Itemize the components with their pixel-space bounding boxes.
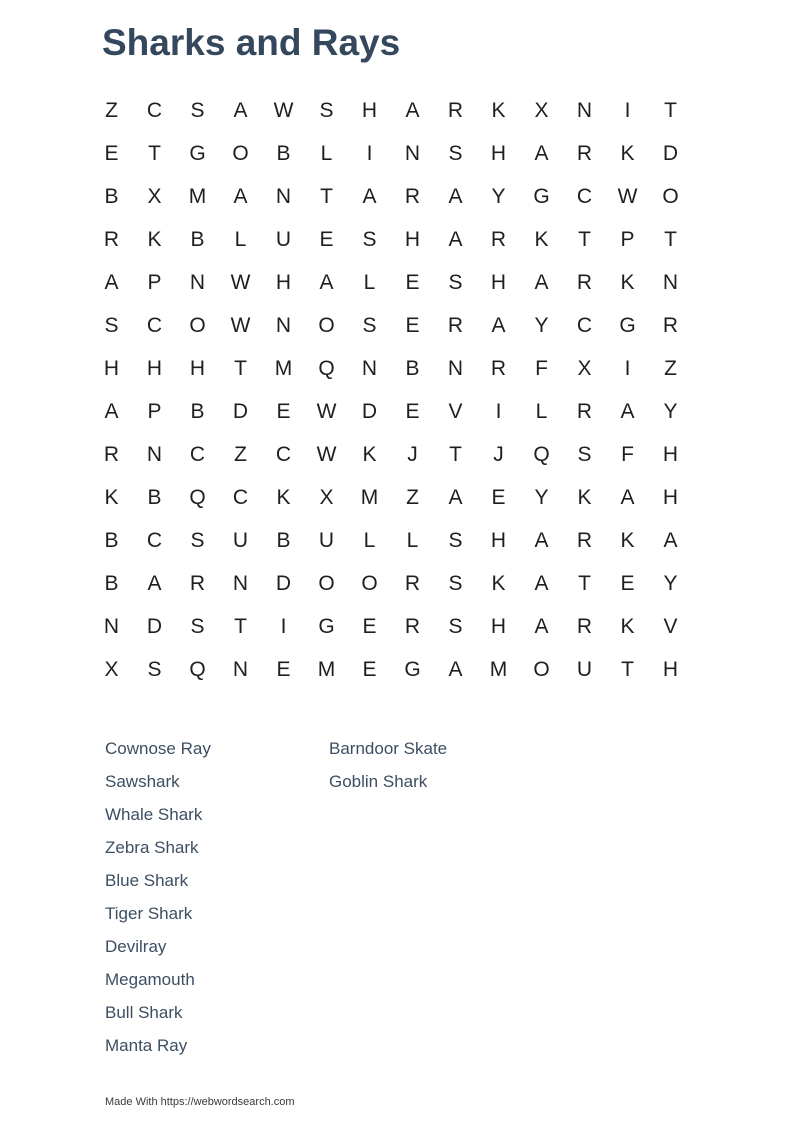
grid-letter: O <box>533 658 550 681</box>
grid-letter: R <box>576 529 593 552</box>
grid-letter: E <box>104 142 119 165</box>
grid-letter: A <box>534 572 549 595</box>
grid-letter: G <box>189 142 206 165</box>
grid-letter: C <box>189 443 206 466</box>
letter-grid <box>90 89 692 691</box>
grid-letter: Y <box>491 185 506 208</box>
grid-letter: D <box>361 400 378 423</box>
grid-letter: R <box>662 314 679 337</box>
grid-letter: N <box>103 615 120 638</box>
grid-row <box>90 519 692 562</box>
grid-letter: O <box>318 572 335 595</box>
grid-letter: Y <box>663 400 678 423</box>
grid-letter: M <box>360 486 379 509</box>
grid-letter: S <box>147 658 162 681</box>
grid-letter: N <box>275 314 292 337</box>
grid-letter: H <box>404 228 421 251</box>
word-list-column-2 <box>329 736 549 802</box>
grid-row <box>90 347 692 390</box>
grid-letter: A <box>362 185 377 208</box>
grid-letter: A <box>448 658 463 681</box>
grid-letter: H <box>662 658 679 681</box>
grid-letter: H <box>361 99 378 122</box>
grid-letter: A <box>405 99 420 122</box>
grid-letter: A <box>534 615 549 638</box>
grid-letter: X <box>104 658 119 681</box>
grid-letter: B <box>104 529 119 552</box>
grid-letter: R <box>447 99 464 122</box>
grid-letter: Z <box>234 443 247 466</box>
grid-letter: S <box>190 99 205 122</box>
grid-letter: P <box>147 271 162 294</box>
grid-letter: O <box>662 185 679 208</box>
grid-letter: E <box>405 271 420 294</box>
grid-letter: D <box>146 615 163 638</box>
grid-letter: R <box>576 615 593 638</box>
grid-letter: X <box>577 357 592 380</box>
grid-letter: H <box>490 615 507 638</box>
grid-letter: S <box>448 529 463 552</box>
grid-letter: N <box>361 357 378 380</box>
grid-letter: A <box>663 529 678 552</box>
grid-letter: B <box>276 142 291 165</box>
word-list-item: Sawshark <box>105 772 180 791</box>
grid-letter: G <box>318 615 335 638</box>
grid-letter: A <box>491 314 506 337</box>
grid-letter: K <box>534 228 549 251</box>
grid-letter: Q <box>189 486 206 509</box>
grid-letter: T <box>664 99 677 122</box>
grid-letter: K <box>577 486 592 509</box>
grid-letter: Z <box>664 357 677 380</box>
grid-row <box>90 304 692 347</box>
word-list-item: Megamouth <box>105 970 195 989</box>
grid-row <box>90 648 692 691</box>
grid-letter: C <box>146 99 163 122</box>
grid-letter: Q <box>318 357 335 380</box>
grid-letter: T <box>320 185 333 208</box>
grid-letter: R <box>189 572 206 595</box>
grid-letter: E <box>405 400 420 423</box>
grid-letter: D <box>662 142 679 165</box>
grid-letter: E <box>362 615 377 638</box>
grid-letter: U <box>275 228 292 251</box>
grid-letter: L <box>363 529 376 552</box>
grid-letter: R <box>576 271 593 294</box>
grid-letter: J <box>493 443 504 466</box>
grid-letter: N <box>447 357 464 380</box>
grid-letter: K <box>620 529 635 552</box>
grid-letter: B <box>147 486 162 509</box>
grid-letter: I <box>495 400 502 423</box>
grid-letter: L <box>406 529 419 552</box>
grid-letter: S <box>190 615 205 638</box>
grid-letter: O <box>232 142 249 165</box>
grid-letter: M <box>188 185 207 208</box>
grid-row <box>90 433 692 476</box>
grid-letter: E <box>276 400 291 423</box>
grid-letter: S <box>190 529 205 552</box>
grid-letter: W <box>316 400 337 423</box>
grid-row <box>90 218 692 261</box>
grid-letter: H <box>275 271 292 294</box>
grid-letter: S <box>577 443 592 466</box>
word-list-item: Goblin Shark <box>329 772 428 791</box>
grid-letter: D <box>232 400 249 423</box>
grid-letter: J <box>407 443 418 466</box>
grid-letter: N <box>189 271 206 294</box>
word-list-item: Cownose Ray <box>105 739 211 758</box>
grid-letter: T <box>664 228 677 251</box>
grid-letter: K <box>147 228 162 251</box>
grid-letter: Y <box>663 572 678 595</box>
grid-letter: H <box>490 142 507 165</box>
grid-letter: E <box>319 228 334 251</box>
grid-letter: A <box>620 400 635 423</box>
grid-letter: P <box>147 400 162 423</box>
grid-letter: R <box>103 443 120 466</box>
grid-letter: I <box>624 357 631 380</box>
grid-letter: T <box>621 658 634 681</box>
word-list-item: Tiger Shark <box>105 904 193 923</box>
grid-letter: G <box>533 185 550 208</box>
grid-letter: T <box>234 615 247 638</box>
grid-letter: A <box>620 486 635 509</box>
word-list-item: Barndoor Skate <box>329 739 448 758</box>
grid-letter: A <box>319 271 334 294</box>
word-list-item: Manta Ray <box>105 1036 188 1055</box>
grid-letter: L <box>363 271 376 294</box>
grid-letter: X <box>319 486 334 509</box>
grid-letter: O <box>361 572 378 595</box>
grid-letter: T <box>148 142 161 165</box>
grid-letter: N <box>146 443 163 466</box>
grid-letter: R <box>404 615 421 638</box>
grid-letter: R <box>447 314 464 337</box>
grid-letter: H <box>189 357 206 380</box>
grid-letter: C <box>232 486 249 509</box>
grid-row <box>90 132 692 175</box>
grid-letter: S <box>448 142 463 165</box>
grid-letter: H <box>490 529 507 552</box>
grid-letter: H <box>662 486 679 509</box>
grid-letter: L <box>234 228 247 251</box>
grid-letter: S <box>448 615 463 638</box>
grid-letter: F <box>535 357 548 380</box>
grid-letter: A <box>448 486 463 509</box>
grid-letter: B <box>405 357 420 380</box>
grid-letter: X <box>534 99 549 122</box>
grid-letter: B <box>104 572 119 595</box>
footer-credit: Made With https://webwordsearch.com <box>105 1096 295 1108</box>
grid-letter: E <box>276 658 291 681</box>
grid-letter: U <box>232 529 249 552</box>
grid-letter: Z <box>105 99 118 122</box>
grid-letter: N <box>404 142 421 165</box>
grid-letter: T <box>578 228 591 251</box>
grid-letter: P <box>620 228 635 251</box>
grid-letter: K <box>620 142 635 165</box>
grid-letter: W <box>316 443 337 466</box>
grid-letter: R <box>490 228 507 251</box>
grid-letter: W <box>230 314 251 337</box>
grid-letter: S <box>448 572 463 595</box>
grid-letter: U <box>576 658 593 681</box>
grid-letter: A <box>147 572 162 595</box>
grid-letter: S <box>448 271 463 294</box>
grid-letter: R <box>576 142 593 165</box>
grid-letter: M <box>274 357 293 380</box>
grid-letter: C <box>576 314 593 337</box>
grid-letter: X <box>147 185 162 208</box>
grid-letter: I <box>366 142 373 165</box>
grid-letter: W <box>230 271 251 294</box>
word-list <box>105 736 605 1066</box>
grid-letter: N <box>662 271 679 294</box>
grid-row <box>90 476 692 519</box>
grid-letter: C <box>576 185 593 208</box>
grid-letter: G <box>404 658 421 681</box>
grid-letter: C <box>275 443 292 466</box>
grid-letter: A <box>534 142 549 165</box>
grid-letter: B <box>190 400 205 423</box>
grid-letter: O <box>318 314 335 337</box>
grid-letter: M <box>489 658 508 681</box>
grid-letter: N <box>576 99 593 122</box>
grid-letter: V <box>448 400 463 423</box>
grid-letter: R <box>404 185 421 208</box>
grid-letter: N <box>232 572 249 595</box>
grid-letter: Q <box>189 658 206 681</box>
grid-letter: R <box>576 400 593 423</box>
grid-letter: R <box>490 357 507 380</box>
grid-letter: K <box>620 271 635 294</box>
grid-letter: H <box>146 357 163 380</box>
grid-letter: K <box>620 615 635 638</box>
grid-letter: K <box>491 99 506 122</box>
word-list-item: Whale Shark <box>105 805 203 824</box>
grid-letter: A <box>104 400 119 423</box>
grid-letter: U <box>318 529 335 552</box>
grid-letter: A <box>233 185 248 208</box>
grid-letter: A <box>448 185 463 208</box>
grid-letter: H <box>490 271 507 294</box>
grid-letter: R <box>404 572 421 595</box>
grid-letter: A <box>534 529 549 552</box>
grid-letter: N <box>275 185 292 208</box>
grid-letter: S <box>362 314 377 337</box>
word-list-item: Bull Shark <box>105 1003 183 1022</box>
word-list-column-1 <box>105 736 325 1066</box>
grid-letter: C <box>146 314 163 337</box>
grid-letter: A <box>233 99 248 122</box>
grid-letter: K <box>104 486 119 509</box>
grid-letter: R <box>103 228 120 251</box>
grid-letter: H <box>103 357 120 380</box>
grid-letter: K <box>276 486 291 509</box>
word-list-item: Zebra Shark <box>105 838 199 857</box>
word-list-item: Devilray <box>105 937 167 956</box>
grid-row <box>90 261 692 304</box>
grid-letter: B <box>276 529 291 552</box>
grid-letter: Y <box>534 486 549 509</box>
grid-row <box>90 89 692 132</box>
grid-letter: A <box>104 271 119 294</box>
grid-letter: O <box>189 314 206 337</box>
grid-letter: B <box>190 228 205 251</box>
grid-letter: E <box>620 572 635 595</box>
grid-letter: M <box>317 658 336 681</box>
grid-letter: L <box>535 400 548 423</box>
grid-letter: T <box>234 357 247 380</box>
grid-letter: E <box>405 314 420 337</box>
grid-letter: L <box>320 142 333 165</box>
grid-letter: K <box>362 443 377 466</box>
grid-letter: D <box>275 572 292 595</box>
grid-letter: E <box>362 658 377 681</box>
word-list-item: Blue Shark <box>105 871 189 890</box>
grid-letter: I <box>280 615 287 638</box>
grid-letter: S <box>362 228 377 251</box>
grid-letter: A <box>448 228 463 251</box>
grid-letter: Y <box>534 314 549 337</box>
grid-letter: V <box>663 615 678 638</box>
grid-letter: N <box>232 658 249 681</box>
grid-row <box>90 390 692 433</box>
grid-letter: S <box>104 314 119 337</box>
grid-row <box>90 175 692 218</box>
grid-letter: C <box>146 529 163 552</box>
grid-letter: S <box>319 99 334 122</box>
grid-letter: T <box>449 443 462 466</box>
grid-letter: W <box>617 185 638 208</box>
grid-letter: W <box>273 99 294 122</box>
grid-letter: G <box>619 314 636 337</box>
grid-letter: T <box>578 572 591 595</box>
grid-row <box>90 562 692 605</box>
grid-letter: Q <box>533 443 550 466</box>
page-title: Sharks and Rays <box>102 22 401 63</box>
grid-row <box>90 605 692 648</box>
grid-letter: B <box>104 185 119 208</box>
grid-letter: F <box>621 443 634 466</box>
grid-letter: Z <box>406 486 419 509</box>
grid-letter: A <box>534 271 549 294</box>
grid-letter: H <box>662 443 679 466</box>
grid-letter: E <box>491 486 506 509</box>
grid-letter: K <box>491 572 506 595</box>
grid-letter: I <box>624 99 631 122</box>
